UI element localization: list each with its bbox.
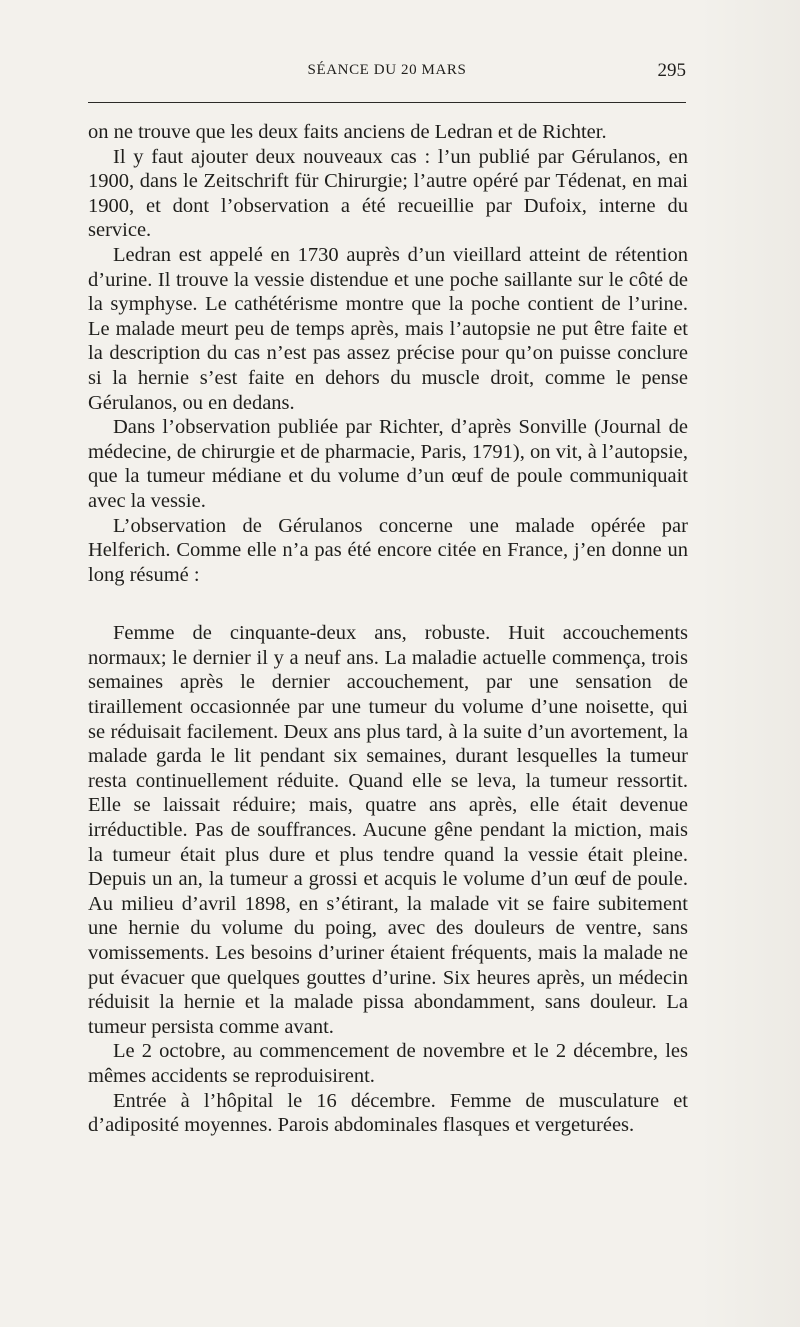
body-text	[88, 120, 688, 1138]
paragraph: L’observation de Gérulanos concerne une malade opérée par Helferich. Comme elle n’a pas été encore citée en France, j’en donne un long résumé :	[88, 514, 688, 586]
paragraph-gap	[88, 587, 688, 621]
page-header	[88, 62, 686, 94]
paragraph: Le 2 octobre, au commencement de novembre et le 2 décembre, les mêmes accidents se reproduisirent.	[88, 1040, 688, 1087]
case-report-paragraph: Femme de cinquante-deux ans, robuste. Huit accouchements normaux; le dernier il y a neuf ans. La maladie actuelle commença, trois semaines après le dernier accouchement, par une sensation de tiraillement occasionnée par une tumeur du volume d’une noisette, qui se réduisait facilement. Deux ans plus tard, à la suite d’un avortement, la malade garda le lit pendant six semaines, durant lesquelles la tumeur resta continuellement réduite. Quand elle se leva, la tumeur ressortit. Elle se laissait réduire; mais, quatre ans après, elle était devenue irréductible. Pas de souffrances. Aucune gêne pendant la miction, mais la tumeur était plus dure et plus tendre quand la vessie était pleine. Depuis un an, la tumeur a grossi et acquis le volume d’un œuf de poule. Au milieu d’avril 1898, en s’étirant, la malade vit se faire subitement une hernie du volume du poing, avec des douleurs de ventre, sans vomissements. Les besoins d’uriner étaient fréquents, mais la malade ne put évacuer que quelques gouttes d’urine. Six heures après, un médecin réduisit la hernie et la malade pissa abondamment, sans douleur. La tumeur persista comme avant.	[88, 622, 688, 1038]
paragraph: Entrée à l’hôpital le 16 décembre. Femme de musculature et d’adiposité moyennes. Parois abdominales flasques et vergeturées.	[88, 1089, 688, 1137]
page-number: 295	[657, 60, 686, 81]
paragraph: Il y faut ajouter deux nouveaux cas : l’un publié par Gérulanos, en 1900, dans le Zeitschrift für Chirurgie; l’autre opéré par Tédenat, en mai 1900, et dont l’observation a été recueillie par Dufoix, interne du service.	[88, 145, 688, 242]
page-edge-shading	[700, 0, 800, 1327]
paragraph: Dans l’observation publiée par Richter, d’après Sonville (Journal de médecine, de chirurgie et de pharmacie, Paris, 1791), on vit, à l’autopsie, que la tumeur médiane et du volume d’un œuf de poule communiquait avec la vessie.	[88, 416, 688, 512]
running-head: SÉANCE DU 20 MARS	[307, 62, 467, 78]
header-rule	[88, 102, 686, 103]
paragraph: Ledran est appelé en 1730 auprès d’un vieillard atteint de rétention d’urine. Il trouve la vessie distendue et une poche saillante sur le côté de la symphyse. Le cathétérisme montre que la poche contient de l’urine. Le malade meurt peu de temps après, mais l’autopsie ne put être faite et la description du cas n’est pas assez précise pour qu’on puisse conclure si la hernie s’est faite en dehors du muscle droit, comme le pense Gérulanos, ou en dedans.	[88, 243, 688, 414]
paragraph: on ne trouve que les deux faits anciens de Ledran et de Richter.	[88, 121, 607, 143]
